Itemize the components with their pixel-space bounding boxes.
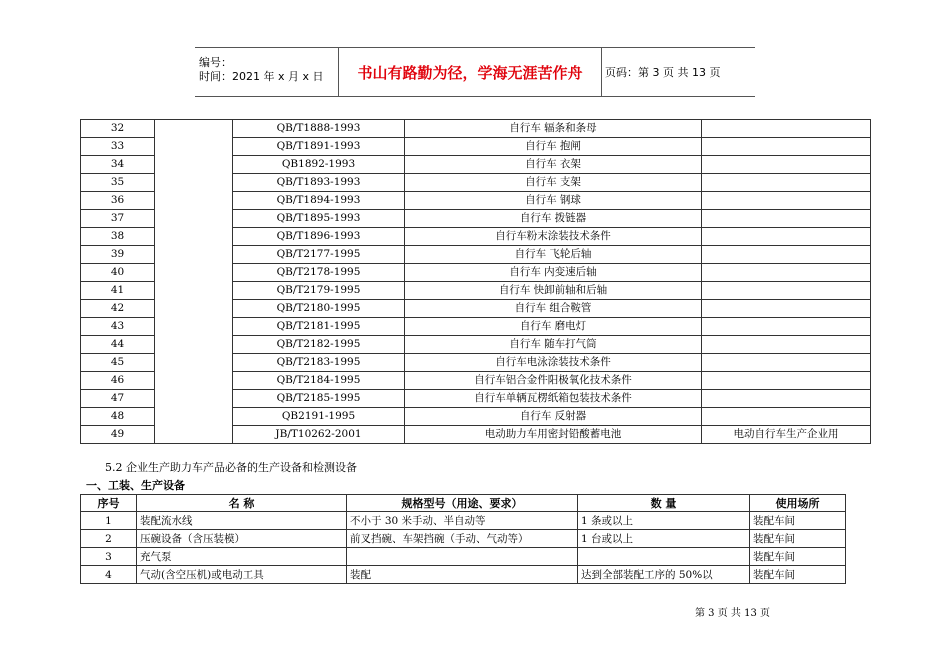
standard-note [702, 264, 871, 282]
standard-name: 自行车铝合金件阳极氧化技术条件 [405, 372, 702, 390]
equip-place: 装配车间 [750, 530, 846, 548]
standard-name: 自行车 磨电灯 [405, 318, 702, 336]
equip-qty: 达到全部装配工序的 50%以 [578, 566, 750, 584]
standard-note [702, 156, 871, 174]
standard-name: 自行车 支架 [405, 174, 702, 192]
standard-name: 自行车 飞轮后轴 [405, 246, 702, 264]
standard-name: 自行车 拨链器 [405, 210, 702, 228]
standard-note [702, 408, 871, 426]
equip-no: 3 [81, 548, 137, 566]
row-number: 33 [81, 138, 155, 156]
standard-name: 自行车 反射器 [405, 408, 702, 426]
standard-code: QB/T2178-1995 [233, 264, 405, 282]
page-footer: 第 3 页 共 13 页 [695, 608, 770, 619]
equip-spec [347, 548, 578, 566]
category-cell [155, 408, 233, 426]
standard-note: 电动自行车生产企业用 [702, 426, 871, 444]
equip-qty: 1 台或以上 [578, 530, 750, 548]
equip-name: 气动(含空压机)或电动工具 [137, 566, 347, 584]
standard-note [702, 228, 871, 246]
equipment-header-row [81, 495, 846, 512]
category-cell [155, 300, 233, 318]
standard-code: QB/T2181-1995 [233, 318, 405, 336]
table-row [81, 354, 871, 372]
category-cell [155, 156, 233, 174]
table-row [81, 408, 871, 426]
section-title: 5.2 企业生产助力车产品必备的生产设备和检测设备 [105, 461, 357, 474]
col-header-no: 序号 [81, 495, 137, 512]
row-number: 46 [81, 372, 155, 390]
motto-text: 书山有路勤为径，学海无涯苦作舟 [357, 63, 583, 82]
category-cell [155, 282, 233, 300]
standards-table [80, 119, 871, 444]
row-number: 44 [81, 336, 155, 354]
row-number: 40 [81, 264, 155, 282]
table-row [81, 512, 846, 530]
standard-name: 电动助力车用密封铅酸蓄电池 [405, 426, 702, 444]
table-row [81, 210, 871, 228]
standard-note [702, 318, 871, 336]
standard-code: QB2191-1995 [233, 408, 405, 426]
equip-no: 2 [81, 530, 137, 548]
standard-name: 自行车 抱闸 [405, 138, 702, 156]
standard-name: 自行车 组合鞍管 [405, 300, 702, 318]
table-row [81, 174, 871, 192]
row-number: 41 [81, 282, 155, 300]
category-cell [155, 264, 233, 282]
standard-note [702, 192, 871, 210]
standard-note [702, 390, 871, 408]
equip-spec: 装配 [347, 566, 578, 584]
row-number: 49 [81, 426, 155, 444]
standard-name: 自行车 衣架 [405, 156, 702, 174]
row-number: 48 [81, 408, 155, 426]
standard-code: QB/T2183-1995 [233, 354, 405, 372]
subsection-title: 一、工装、生产设备 [86, 479, 185, 492]
standard-code: QB/T2180-1995 [233, 300, 405, 318]
standard-code: QB/T1891-1993 [233, 138, 405, 156]
table-row [81, 120, 871, 138]
category-cell [155, 336, 233, 354]
row-number: 39 [81, 246, 155, 264]
category-cell [155, 174, 233, 192]
header-motto-cell [339, 48, 602, 96]
standard-note [702, 354, 871, 372]
equipment-table [80, 494, 846, 584]
table-row [81, 390, 871, 408]
category-cell [155, 210, 233, 228]
row-number: 35 [81, 174, 155, 192]
equip-place: 装配车间 [750, 512, 846, 530]
category-cell [155, 390, 233, 408]
standard-note [702, 120, 871, 138]
table-row [81, 192, 871, 210]
standard-code: QB1892-1993 [233, 156, 405, 174]
standard-note [702, 372, 871, 390]
equip-place: 装配车间 [750, 548, 846, 566]
equip-name: 压碗设备（含压装模） [137, 530, 347, 548]
table-row [81, 426, 871, 444]
standard-note [702, 138, 871, 156]
category-cell [155, 354, 233, 372]
category-cell [155, 138, 233, 156]
table-row [81, 566, 846, 584]
standard-name: 自行车电泳涂装技术条件 [405, 354, 702, 372]
row-number: 43 [81, 318, 155, 336]
table-row [81, 300, 871, 318]
standard-note [702, 246, 871, 264]
standard-note [702, 210, 871, 228]
category-cell [155, 120, 233, 138]
page-label: 页码：第 3 页 共 13 页 [605, 66, 721, 79]
standard-note [702, 336, 871, 354]
header-page-cell [602, 48, 758, 96]
row-number: 32 [81, 120, 155, 138]
standard-code: QB/T1888-1993 [233, 120, 405, 138]
standard-code: QB/T2182-1995 [233, 336, 405, 354]
table-row [81, 548, 846, 566]
category-cell [155, 192, 233, 210]
standard-name: 自行车 钢球 [405, 192, 702, 210]
standard-code: JB/T10262-2001 [233, 426, 405, 444]
table-row [81, 138, 871, 156]
table-row [81, 282, 871, 300]
category-cell [155, 246, 233, 264]
table-row [81, 530, 846, 548]
page-header [195, 47, 755, 97]
equip-qty: 1 条或以上 [578, 512, 750, 530]
standard-code: QB/T1896-1993 [233, 228, 405, 246]
standard-code: QB/T2177-1995 [233, 246, 405, 264]
standard-code: QB/T1894-1993 [233, 192, 405, 210]
standard-name: 自行车 内变速后轴 [405, 264, 702, 282]
col-header-place: 使用场所 [750, 495, 846, 512]
category-cell [155, 228, 233, 246]
equip-spec: 不小于 30 米手动、半自动等 [347, 512, 578, 530]
standard-name: 自行车 快卸前轴和后轴 [405, 282, 702, 300]
equip-spec: 前叉挡碗、车架挡碗（手动、气动等） [347, 530, 578, 548]
row-number: 47 [81, 390, 155, 408]
standard-code: QB/T2185-1995 [233, 390, 405, 408]
table-row [81, 264, 871, 282]
category-cell [155, 426, 233, 444]
row-number: 34 [81, 156, 155, 174]
code-label: 编号： [199, 56, 232, 69]
standard-note [702, 174, 871, 192]
standard-code: QB/T1895-1993 [233, 210, 405, 228]
header-meta [195, 48, 339, 96]
equip-place: 装配车间 [750, 566, 846, 584]
standard-name: 自行车 随车打气筒 [405, 336, 702, 354]
col-header-name: 名 称 [137, 495, 347, 512]
equip-no: 4 [81, 566, 137, 584]
equip-qty [578, 548, 750, 566]
equip-name: 充气泵 [137, 548, 347, 566]
table-row [81, 336, 871, 354]
category-cell [155, 318, 233, 336]
time-label: 时间：2021 年 x 月 x 日 [199, 70, 324, 83]
row-number: 42 [81, 300, 155, 318]
col-header-qty: 数 量 [578, 495, 750, 512]
row-number: 36 [81, 192, 155, 210]
table-row [81, 318, 871, 336]
equip-no: 1 [81, 512, 137, 530]
row-number: 37 [81, 210, 155, 228]
standard-code: QB/T1893-1993 [233, 174, 405, 192]
standard-code: QB/T2179-1995 [233, 282, 405, 300]
row-number: 38 [81, 228, 155, 246]
col-header-spec: 规格型号（用途、要求） [347, 495, 578, 512]
standard-name: 自行车单辆瓦楞纸箱包装技术条件 [405, 390, 702, 408]
table-row [81, 228, 871, 246]
standard-name: 自行车 辐条和条母 [405, 120, 702, 138]
table-row [81, 246, 871, 264]
category-cell [155, 372, 233, 390]
standard-code: QB/T2184-1995 [233, 372, 405, 390]
standard-note [702, 300, 871, 318]
table-row [81, 372, 871, 390]
table-row [81, 156, 871, 174]
row-number: 45 [81, 354, 155, 372]
equip-name: 装配流水线 [137, 512, 347, 530]
standard-note [702, 282, 871, 300]
standard-name: 自行车粉末涂装技术条件 [405, 228, 702, 246]
